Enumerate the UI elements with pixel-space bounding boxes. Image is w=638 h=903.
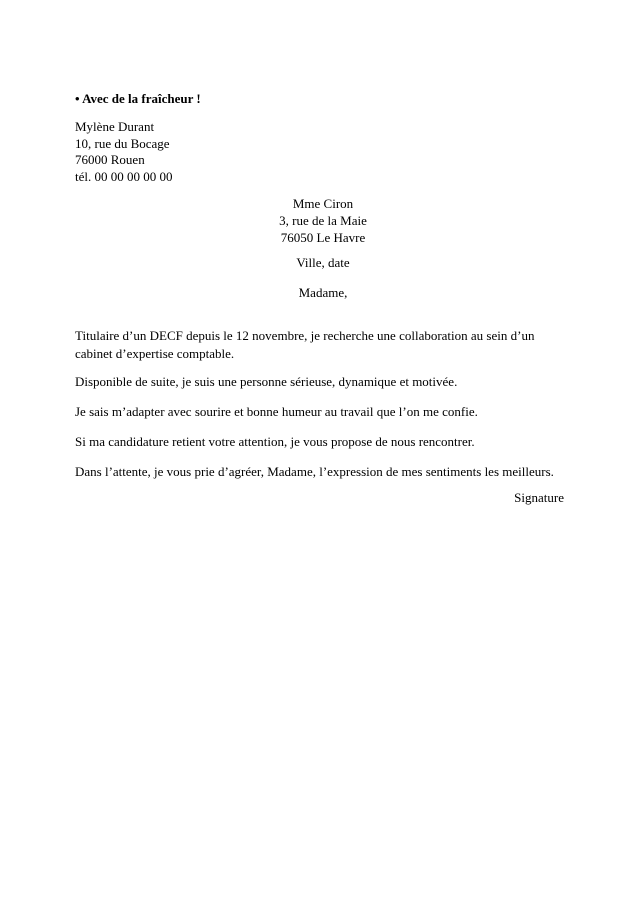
sender-address-block <box>75 119 173 185</box>
recipient-name: Mme Ciron <box>292 196 354 211</box>
paragraph-adaptability: Je sais m’adapter avec sourire et bonne humeur au travail que l’on me confie. <box>75 404 478 419</box>
sender-city: 76000 Rouen <box>75 152 145 167</box>
sender-street: 10, rue du Bocage <box>75 135 170 151</box>
paragraph-closing: Dans l’attente, je vous prie d’agréer, Madame, l’expression de mes sentiments les meilleurs. <box>75 464 554 479</box>
sender-name: Mylène Durant <box>75 119 155 134</box>
signature: Signature <box>514 490 564 505</box>
sender-phone: tél. 00 00 00 00 00 <box>75 168 173 184</box>
letter-heading: • Avec de la fraîcheur ! <box>75 91 201 106</box>
paragraph-introduction: Titulaire d’un DECF depuis le 12 novembre, je recherche une collaboration au sein d’un cabinet d’expertise comptable. <box>75 328 535 361</box>
salutation: Madame, <box>298 285 348 300</box>
recipient-address-block <box>238 195 408 246</box>
recipient-street: 3, rue de la Maie <box>279 213 367 228</box>
place-date: Ville, date <box>296 255 350 270</box>
recipient-city: 76050 Le Havre <box>280 230 366 245</box>
paragraph-availability: Disponible de suite, je suis une personne sérieuse, dynamique et motivée. <box>75 374 458 389</box>
paragraph-meeting-request: Si ma candidature retient votre attention, je vous propose de nous rencontrer. <box>75 434 475 449</box>
